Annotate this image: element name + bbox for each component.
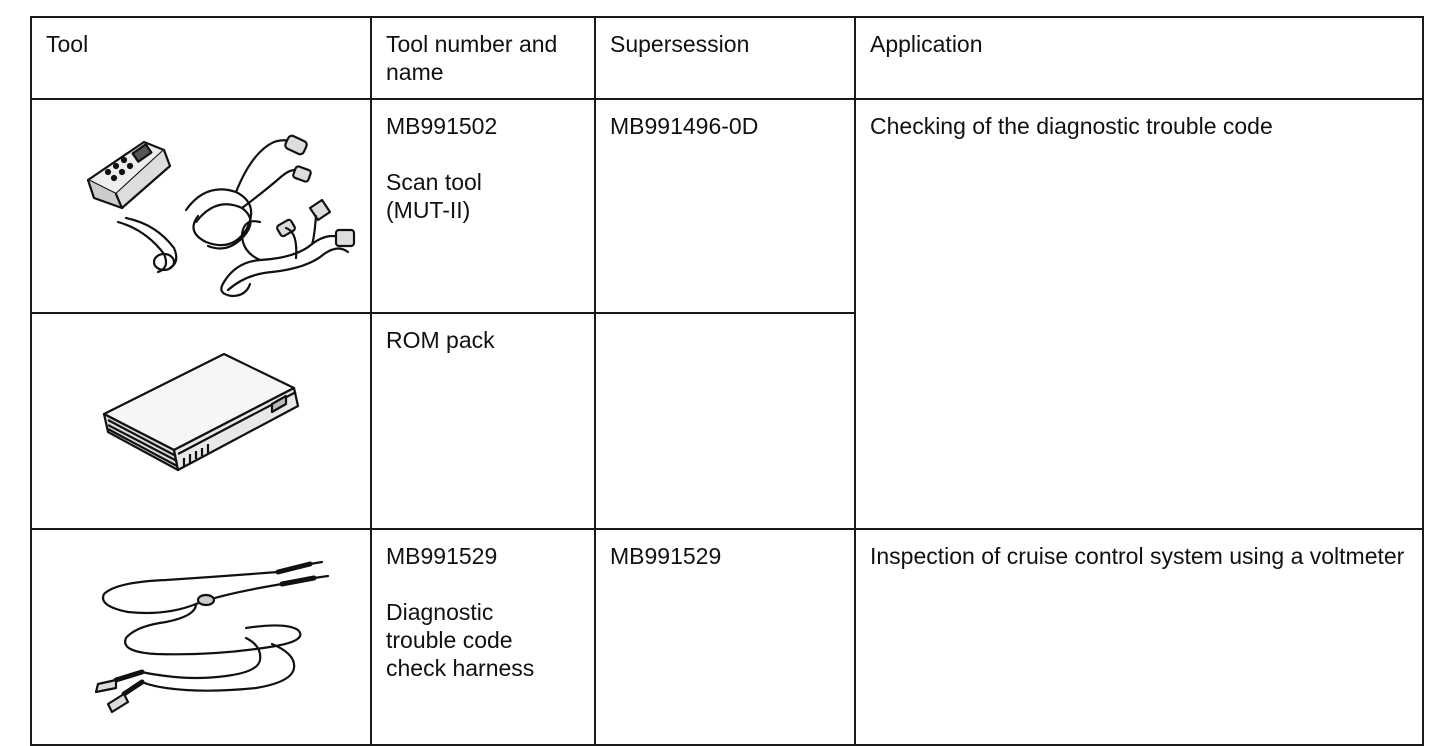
table-row (31, 529, 1423, 745)
tool-image-cell (31, 529, 371, 745)
tool-number-cell (371, 99, 595, 313)
header-tool-number-line2: name (386, 59, 444, 85)
supersession-cell: MB991496-0D (595, 99, 855, 313)
table-row (31, 99, 1423, 313)
tool-number-cell: ROM pack (371, 313, 595, 529)
tool-name-line3: check harness (386, 655, 535, 681)
header-application: Application (855, 17, 1423, 99)
tool-name-line1: Diagnostic (386, 599, 494, 625)
tool-name-line1: Scan tool (386, 169, 482, 195)
tool-number: MB991529 (386, 543, 498, 569)
header-tool-number-line1: Tool number and (386, 31, 558, 57)
supersession-cell (595, 313, 855, 529)
table-header-row (31, 17, 1423, 99)
supersession-cell: MB991529 (595, 529, 855, 745)
tool-name-line2: trouble code (386, 627, 513, 653)
scan-tool-illustration (46, 112, 382, 300)
special-tools-table (30, 16, 1424, 746)
tool-number: MB991502 (386, 113, 498, 139)
header-supersession: Supersession (595, 17, 855, 99)
application-cell: Inspection of cruise control system using a voltmeter (855, 529, 1423, 745)
check-harness-illustration (46, 542, 382, 732)
application-cell: Checking of the diagnostic trouble code (855, 99, 1423, 529)
rom-pack-illustration (46, 326, 382, 516)
header-tool-number (371, 17, 595, 99)
tool-number-cell (371, 529, 595, 745)
tool-name-line2: (MUT-II) (386, 197, 471, 223)
tool-image-cell (31, 313, 371, 529)
tool-image-cell (31, 99, 371, 313)
header-tool: Tool (31, 17, 371, 99)
